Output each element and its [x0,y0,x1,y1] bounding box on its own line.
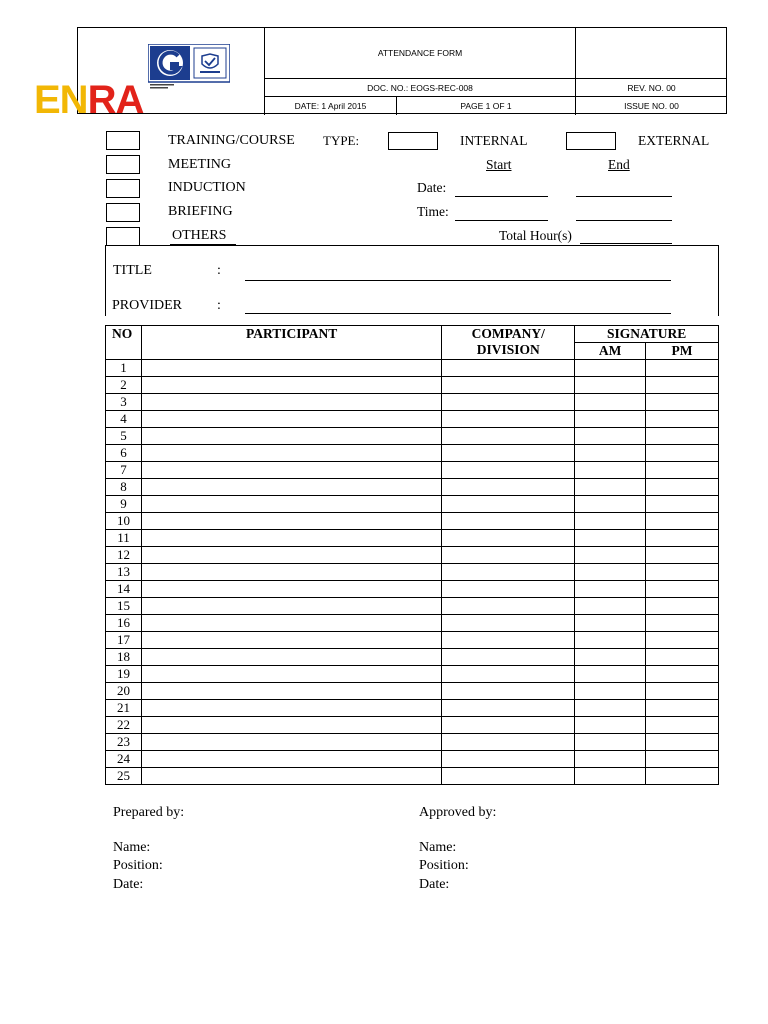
company-cell[interactable] [442,360,575,377]
participant-cell[interactable] [141,411,441,428]
table-row [106,768,719,785]
company-cell[interactable] [442,564,575,581]
table-row [106,428,719,445]
row-number: 25 [106,768,142,785]
provider-label: PROVIDER [112,298,183,313]
table-row [106,479,719,496]
company-cell[interactable] [442,394,575,411]
company-cell[interactable] [442,496,575,513]
col-am: AM [575,343,646,360]
doc-date: DATE: 1 April 2015 [294,101,367,111]
company-cell[interactable] [442,428,575,445]
participant-cell[interactable] [141,581,441,598]
total-hours-field[interactable] [580,243,672,244]
participant-table [105,325,719,785]
company-cell[interactable] [442,683,575,700]
participant-cell[interactable] [141,513,441,530]
col-no: NO [106,326,142,360]
table-row [106,445,719,462]
briefing-checkbox[interactable] [106,203,140,222]
table-row [106,530,719,547]
row-number: 21 [106,700,142,717]
signature-am-cell[interactable] [575,581,646,598]
internal-label: INTERNAL [460,133,528,148]
table-row [106,547,719,564]
signature-am-cell[interactable] [575,394,646,411]
title-label: TITLE [113,263,152,278]
signature-am-cell[interactable] [575,666,646,683]
participant-cell[interactable] [141,649,441,666]
training-checkbox[interactable] [106,131,140,150]
revision-number: REV. NO. 00 [627,82,676,93]
row-number: 3 [106,394,142,411]
col-pm: PM [646,343,719,360]
prepared-date-label: Date: [113,877,144,892]
signature-am-cell[interactable] [575,513,646,530]
table-row [106,666,719,683]
type-label: TYPE: [323,133,360,148]
signature-am-cell[interactable] [575,462,646,479]
row-number: 24 [106,751,142,768]
table-row [106,717,719,734]
signature-pm-cell[interactable] [646,581,719,598]
start-time-field[interactable] [455,220,548,221]
meeting-label: MEETING [168,157,231,172]
signature-pm-cell[interactable] [646,683,719,700]
participant-cell[interactable] [141,496,441,513]
row-number: 14 [106,581,142,598]
row-number: 9 [106,496,142,513]
start-heading: Start [486,157,512,172]
participant-cell[interactable] [141,547,441,564]
provider-colon: : [217,298,221,313]
table-row [106,462,719,479]
signature-pm-cell[interactable] [646,462,719,479]
participant-cell[interactable] [141,479,441,496]
row-number: 2 [106,377,142,394]
signature-pm-cell[interactable] [646,479,719,496]
row-number: 20 [106,683,142,700]
company-cell[interactable] [442,615,575,632]
company-cell[interactable] [442,377,575,394]
signature-pm-cell[interactable] [646,428,719,445]
participant-cell[interactable] [141,683,441,700]
table-row [106,615,719,632]
signature-pm-cell[interactable] [646,394,719,411]
signature-am-cell[interactable] [575,496,646,513]
table-row [106,751,719,768]
company-cell[interactable] [442,768,575,785]
participant-cell[interactable] [141,666,441,683]
col-participant: PARTICIPANT [141,326,441,360]
enra-logo-ra: RA [87,78,144,122]
approved-position-label: Position: [419,858,469,873]
signature-am-cell[interactable] [575,734,646,751]
title-field[interactable] [245,280,671,281]
signature-am-cell[interactable] [575,649,646,666]
row-number: 8 [106,479,142,496]
table-row [106,377,719,394]
signature-pm-cell[interactable] [646,547,719,564]
provider-field[interactable] [245,313,671,314]
row-number: 18 [106,649,142,666]
row-number: 12 [106,547,142,564]
participant-cell[interactable] [141,768,441,785]
participant-cell[interactable] [141,632,441,649]
form-title: ATTENDANCE FORM [377,48,463,58]
table-row [106,564,719,581]
table-row [106,734,719,751]
signature-am-cell[interactable] [575,479,646,496]
table-row [106,649,719,666]
participant-cell[interactable] [141,717,441,734]
signature-pm-cell[interactable] [646,615,719,632]
row-number: 17 [106,632,142,649]
table-row [106,513,719,530]
company-cell[interactable] [442,445,575,462]
signature-am-cell[interactable] [575,768,646,785]
signature-am-cell[interactable] [575,615,646,632]
row-number: 4 [106,411,142,428]
company-cell[interactable] [442,734,575,751]
signature-am-cell[interactable] [575,717,646,734]
signature-pm-cell[interactable] [646,649,719,666]
signature-am-cell[interactable] [575,547,646,564]
external-checkbox[interactable] [566,132,616,150]
company-cell[interactable] [442,530,575,547]
external-label: EXTERNAL [638,133,710,148]
col-company-line2: DIVISION [476,342,540,357]
row-number: 6 [106,445,142,462]
prepared-name-label: Name: [113,840,151,855]
signature-am-cell[interactable] [575,530,646,547]
enra-logo-en: EN [34,78,88,122]
induction-label: INDUCTION [168,180,246,195]
company-cell[interactable] [442,598,575,615]
enra-logo [34,80,143,120]
participant-cell[interactable] [141,564,441,581]
induction-checkbox[interactable] [106,179,140,198]
participant-cell[interactable] [141,394,441,411]
signature-am-cell[interactable] [575,564,646,581]
table-row [106,700,719,717]
page-number: PAGE 1 OF 1 [460,101,512,111]
participant-cell[interactable] [141,615,441,632]
signature-am-cell[interactable] [575,683,646,700]
signature-pm-cell[interactable] [646,734,719,751]
row-number: 10 [106,513,142,530]
signature-am-cell[interactable] [575,411,646,428]
row-number: 13 [106,564,142,581]
signature-pm-cell[interactable] [646,598,719,615]
signature-pm-cell[interactable] [646,717,719,734]
prepared-position-label: Position: [113,858,163,873]
signature-pm-cell[interactable] [646,513,719,530]
signature-am-cell[interactable] [575,377,646,394]
company-cell[interactable] [442,717,575,734]
participant-cell[interactable] [141,462,441,479]
table-row [106,632,719,649]
company-cell[interactable] [442,632,575,649]
signature-pm-cell[interactable] [646,445,719,462]
company-cell[interactable] [442,751,575,768]
company-cell[interactable] [442,479,575,496]
approved-date-label: Date: [419,877,450,892]
participant-cell[interactable] [141,751,441,768]
table-row [106,683,719,700]
col-company [442,326,575,360]
approved-by-label: Approved by: [419,805,497,820]
end-heading: End [608,157,630,172]
internal-checkbox[interactable] [388,132,438,150]
participant-rows [106,360,719,785]
signature-am-cell[interactable] [575,598,646,615]
company-cell[interactable] [442,700,575,717]
company-cell[interactable] [442,411,575,428]
participant-cell[interactable] [141,598,441,615]
approved-name-label: Name: [419,840,457,855]
title-colon: : [217,263,221,278]
signature-am-cell[interactable] [575,751,646,768]
certification-logo [148,44,230,90]
others-checkbox[interactable] [106,227,140,246]
participant-cell[interactable] [141,445,441,462]
training-label: TRAINING/COURSE [168,133,295,148]
signature-am-cell[interactable] [575,632,646,649]
participant-cell[interactable] [141,360,441,377]
signature-pm-cell[interactable] [646,360,719,377]
signature-pm-cell[interactable] [646,751,719,768]
col-signature: SIGNATURE [575,326,719,343]
signature-pm-cell[interactable] [646,377,719,394]
signature-pm-cell[interactable] [646,411,719,428]
row-number: 1 [106,360,142,377]
participant-cell[interactable] [141,734,441,751]
row-number: 19 [106,666,142,683]
end-date-field[interactable] [576,196,672,197]
table-row [106,411,719,428]
participant-cell[interactable] [141,530,441,547]
prepared-by-label: Prepared by: [113,805,185,820]
company-cell[interactable] [442,462,575,479]
company-cell[interactable] [442,513,575,530]
signature-am-cell[interactable] [575,428,646,445]
date-label: Date: [417,180,447,195]
row-number: 5 [106,428,142,445]
participant-cell[interactable] [141,377,441,394]
signature-pm-cell[interactable] [646,530,719,547]
table-row [106,581,719,598]
participant-cell[interactable] [141,428,441,445]
row-number: 16 [106,615,142,632]
table-row [106,598,719,615]
meeting-checkbox[interactable] [106,155,140,174]
start-date-field[interactable] [455,196,548,197]
end-time-field[interactable] [576,220,672,221]
signature-pm-cell[interactable] [646,666,719,683]
signature-am-cell[interactable] [575,700,646,717]
row-number: 23 [106,734,142,751]
signature-pm-cell[interactable] [646,768,719,785]
signature-pm-cell[interactable] [646,632,719,649]
table-row [106,360,719,377]
briefing-label: BRIEFING [168,204,233,219]
company-cell[interactable] [442,666,575,683]
doc-number: DOC. NO.: EOGS-REC-008 [367,82,473,93]
company-cell[interactable] [442,547,575,564]
signature-am-cell[interactable] [575,445,646,462]
issue-number: ISSUE NO. 00 [624,101,679,111]
time-label: Time: [417,204,449,219]
total-hours-label: Total Hour(s) [499,228,572,243]
company-cell[interactable] [442,581,575,598]
table-row [106,394,719,411]
table-row [106,496,719,513]
col-company-line1: COMPANY/ [471,326,545,341]
participant-cell[interactable] [141,700,441,717]
signature-pm-cell[interactable] [646,564,719,581]
row-number: 15 [106,598,142,615]
signature-pm-cell[interactable] [646,496,719,513]
company-cell[interactable] [442,649,575,666]
others-label: OTHERS [172,228,227,243]
row-number: 22 [106,717,142,734]
signature-pm-cell[interactable] [646,700,719,717]
row-number: 11 [106,530,142,547]
signature-am-cell[interactable] [575,360,646,377]
row-number: 7 [106,462,142,479]
